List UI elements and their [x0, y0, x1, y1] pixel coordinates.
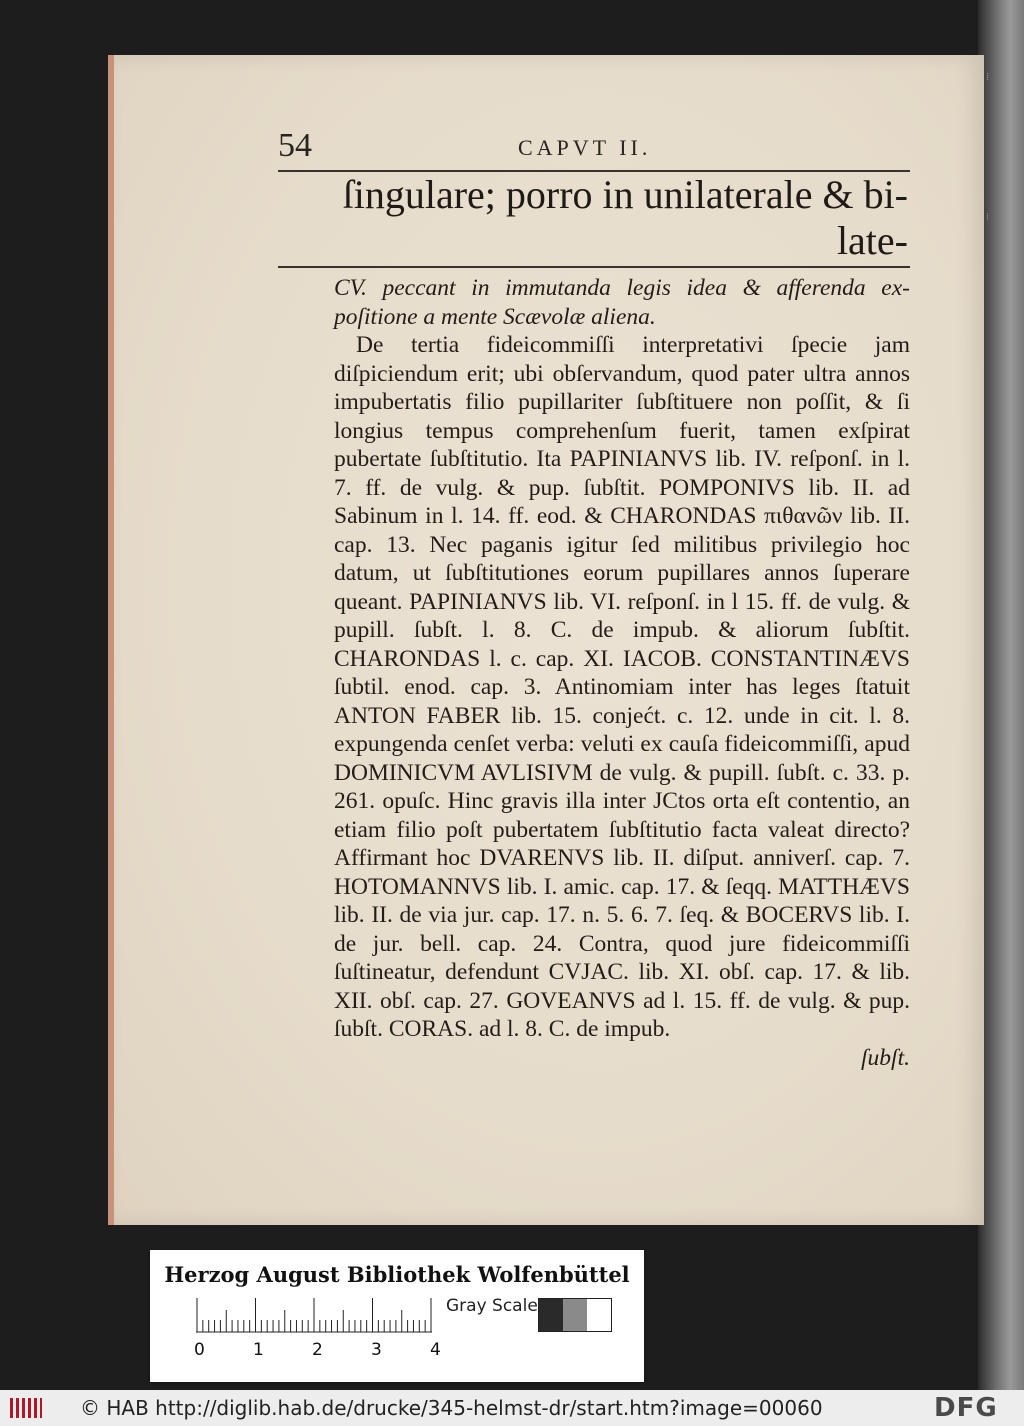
page-number: 54 — [278, 127, 312, 164]
scale-ruler — [196, 1294, 432, 1334]
copyright-link[interactable]: © HAB http://diglib.hab.de/drucke/345-helmst-dr/start.htm?image=00060 — [80, 1396, 823, 1420]
swatch-mid — [563, 1299, 587, 1331]
gray-scale-swatch — [538, 1298, 612, 1332]
page-header — [278, 127, 910, 167]
footnote-paragraph: De tertia fideicommiſſi interpretativi ſpecie jam diſpiciendum erit; ubi obſervandum, quod pater ultra annos impubertatis filio pupillariter ſubſtituere non poſſit, & ſi longius tempus comprehenſum fuerit, tamen exſpirat pubertate ſubſtitutio. Ita PAPINIANVS lib. IV. reſponſ. in l. 7. ff. de vulg. & pup. ſubſtit. POMPONIVS lib. II. ad Sabinum in l. 14. ff. eod. & CHARONDAS πιθανῶν lib. II. cap. 13. Nec paganis igitur ſed militibus privilegio hoc datum, ut ſubſtitutiones eorum pupillares annos ſuperare queant. PAPINIANVS lib. VI. reſponſ. in l 15. ff. de vulg. & pupill. ſubſt. l. 8. C. de impub. & aliorum ſubſtit. CHARONDAS l. c. cap. XI. IACOB. CONSTANTINÆVS ſubtil. enod. cap. 3. Antinomiam inter has leges ſtatuit ANTON FABER lib. 15. conjećt. c. 12. unde in cit. l. 8. expungenda cenſet verba: veluti ex cauſa fideicommiſſi, apud DOMINICVM AVLISIVM de vulg. & pupill. ſubſt. c. 33. p. 261. opuſc. Hinc gravis illa inter JCtos orta eſt contentio, an etiam filio poſt pubertatem ſubſtitutio facta valeat directo? Affirmant hoc DVARENVS lib. II. diſput. anniverſ. cap. 7. HOTOMANNVS lib. I. amic. cap. 17. & ſeqq. MATTHÆVS lib. II. de via jur. cap. 17. n. 5. 6. 7. ſeq. & BOCERVS lib. I. de jur. bell. cap. 24. Contra, quod jure fideicommiſſi ſuſtineatur, defendunt CVJAC. lib. XI. obſ. cap. 17. & lib. XII. obſ. cap. 27. GOVEANVS ad l. 15. ff. de vulg. & pup. ſubſt. CORAS. ad l. 8. C. de impub. — [334, 332, 910, 1042]
bleed-through-mark: ⁞ — [986, 70, 990, 83]
main-text-line: late- — [836, 218, 908, 263]
ruler-number: 1 — [253, 1340, 264, 1360]
ruler-number: 0 — [194, 1340, 205, 1360]
ruler-numbers — [190, 1340, 450, 1364]
catchword: ſubſt. — [861, 1044, 910, 1071]
ruler-number: 3 — [371, 1340, 382, 1360]
library-name: Herzog August Bibliothek Wolfenbüttel — [164, 1262, 630, 1287]
ruler-number: 2 — [312, 1340, 323, 1360]
hab-logo-icon — [8, 1396, 44, 1420]
ruler-number: 4 — [430, 1340, 441, 1360]
adjacent-page-strip — [978, 0, 1024, 1426]
main-text-line: ſingulare; porro in unilaterale & bi- — [342, 172, 908, 217]
bleed-through-mark: ⁞ — [986, 210, 990, 223]
footnote-paragraph: CV. peccant in immutanda legis idea & afferenda ex- poſitione a mente Scævolæ aliena. — [334, 275, 910, 330]
swatch-dark — [539, 1299, 563, 1331]
color-calibration-card — [150, 1250, 644, 1382]
swatch-light — [587, 1299, 611, 1331]
footnote-body — [334, 274, 910, 1072]
running-head: CAPVT II. — [518, 135, 652, 160]
viewer-footer — [0, 1390, 1024, 1426]
gray-scale-label: Gray Scale — [446, 1296, 538, 1316]
footnote-rule — [278, 266, 910, 268]
main-text-block — [280, 172, 908, 264]
dfg-logo: DFG — [934, 1393, 998, 1423]
